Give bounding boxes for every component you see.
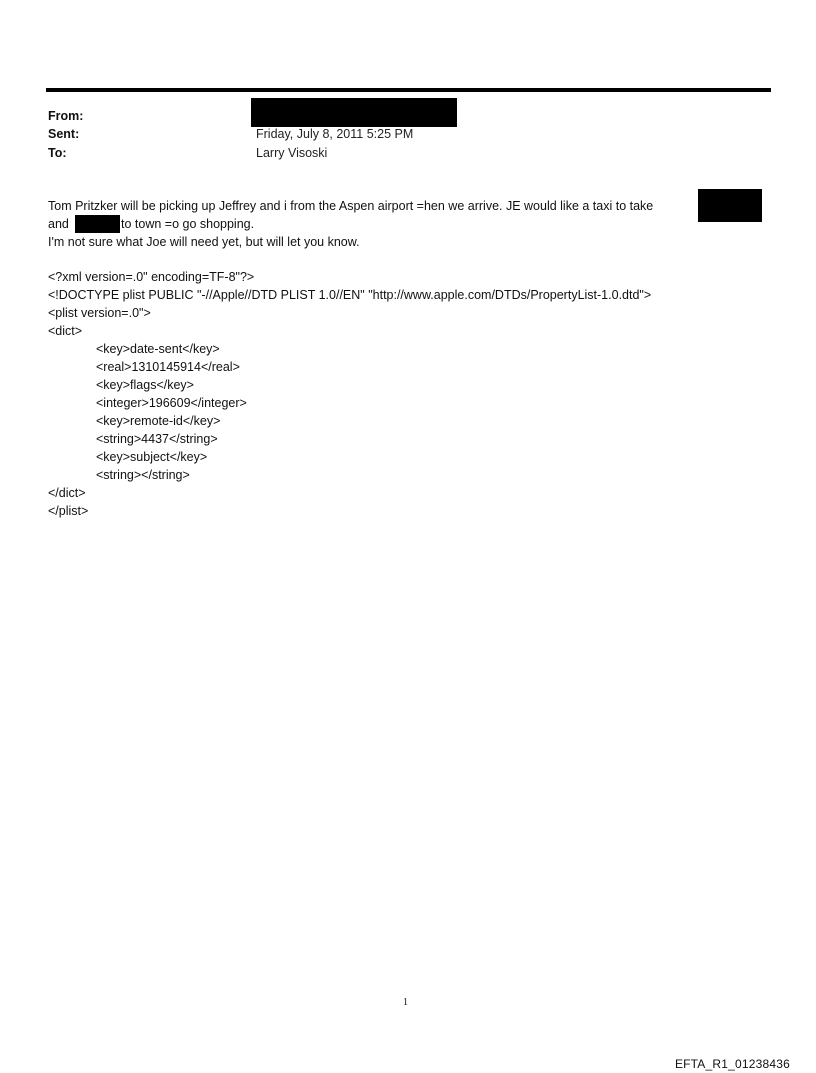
xml-line: </dict> (48, 486, 86, 500)
body-line-3: I'm not sure what Joe will need yet, but will let you know. (48, 235, 360, 249)
xml-line: <plist version=.0"> (48, 306, 151, 320)
xml-line: <?xml version=.0" encoding=TF-8"?> (48, 270, 255, 284)
sent-label: Sent: (48, 127, 80, 141)
body-line-1: Tom Pritzker will be picking up Jeffrey and i from the Aspen airport =hen we arrive. JE would like a taxi to take (48, 199, 654, 213)
body-line-2-end: to town =o go shopping. (121, 217, 255, 231)
header-rule (46, 88, 771, 92)
body-redaction-2 (75, 215, 120, 233)
xml-line: <!DOCTYPE plist PUBLIC "-//Apple//DTD PLIST 1.0//EN" "http://www.apple.com/DTDs/PropertyList-1.0.dtd"> (48, 288, 652, 302)
xml-line: <string>4437</string> (96, 432, 218, 446)
to-value: Larry Visoski (256, 146, 328, 160)
to-label: To: (48, 146, 67, 160)
xml-line: <real>1310145914</real> (96, 360, 240, 374)
xml-line: <dict> (48, 324, 83, 338)
xml-line: <key>remote-id</key> (96, 414, 221, 428)
document-id: EFTA_R1_01238436 (674, 1057, 790, 1071)
from-label: From: (48, 109, 84, 123)
xml-line: <key>date-sent</key> (96, 342, 220, 356)
from-redaction (251, 98, 457, 127)
xml-line: <key>flags</key> (96, 378, 194, 392)
xml-line: <integer>196609</integer> (96, 396, 247, 410)
xml-line: <string></string> (96, 468, 190, 482)
xml-line: </plist> (48, 504, 89, 518)
body-redaction-1 (698, 189, 762, 222)
page-number: 1 (403, 997, 408, 1008)
sent-value: Friday, July 8, 2011 5:25 PM (256, 127, 414, 141)
body-line-2-start: and (48, 217, 69, 231)
xml-line: <key>subject</key> (96, 450, 208, 464)
